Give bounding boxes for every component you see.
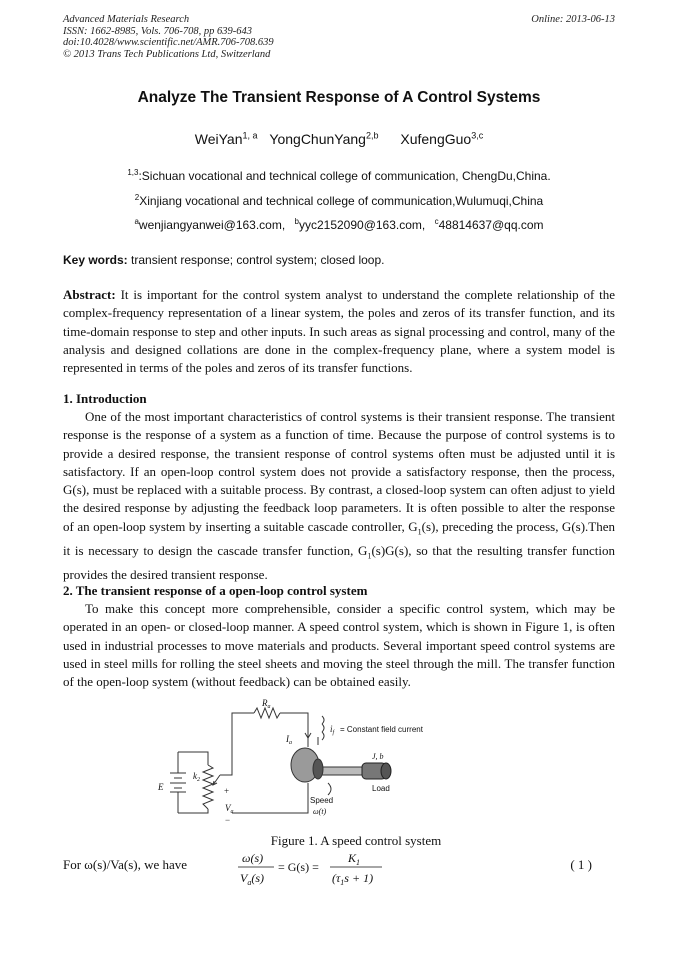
wire: [280, 713, 308, 747]
label-field-current: = Constant field current: [340, 725, 423, 734]
issn: ISSN: 1662-8985, Vols. 706-708, pp 639-643: [63, 25, 252, 37]
keywords-label: Key words:: [63, 253, 128, 267]
label-if: $i_f$: [330, 724, 335, 736]
copyright: © 2013 Trans Tech Publications Ltd, Switzerland: [63, 48, 271, 60]
affiliation: $^2$Xinjiang vocational and technical college of communication,Wulumuqi,China: [134, 193, 544, 208]
abstract-text: It is important for the control system analyst to understand the complete relationship of the complex-frequency representation of a linear system, the poles and zeros of its transfer function, and its time-domain response to step and other inputs. In such areas as signal processing and control, many of the analysis and designed collations are done in the complex-frequency plane, where a system model is represented in terms of the poles and zeros of its transfer functions.: [63, 287, 616, 376]
email-link[interactable]: $^c$48814637@qq.com: [434, 217, 544, 232]
label-ra: $R_a$: [262, 698, 271, 710]
label-speed: Speed: [310, 796, 334, 805]
wire: [220, 713, 254, 775]
label-plus: +: [224, 786, 230, 796]
section-heading: 1. Introduction: [63, 391, 147, 406]
email-link[interactable]: $^a$wenjiangyanwei@163.com,: [134, 217, 286, 232]
eq-lhs-numerator: ω(s): [242, 851, 264, 865]
field-coil: [322, 716, 324, 740]
label-load: Load: [372, 784, 390, 793]
label-ia: $I_a$: [286, 734, 292, 746]
online-date: Online: 2013-06-13: [531, 14, 615, 25]
label-minus: −: [225, 815, 231, 825]
abstract: [63, 286, 615, 377]
keywords-text: transient response; control system; closed loop.: [131, 253, 385, 267]
email-list: [0, 217, 678, 232]
equation-lead-text: For ω(s)/Va(s), we have: [63, 857, 188, 872]
potentiometer: [203, 765, 213, 809]
label-k2: $k_2$: [193, 771, 200, 783]
label-jb: J, b: [372, 752, 384, 761]
figure-caption: Figure 1. A speed control system: [270, 833, 442, 848]
section-paragraph: One of the most important characteristics of control systems is their transient response. The transient response is the response of a system as a function of time. Because the purpose of control systems is to provide a desired response, the transient response of control systems often must be adjusted until it is satisfactory. If an open-loop control system does not provide a satisfactory response, then the process, G(s), must be replaced with a suitable process. By contrast, a closed-loop system can often adjust to yield the desired response by adjusting the feedback loop parameters. It is often possible to alter the response of an open-loop system by inserting a suitable cascade controller, $G_1(s)$, preceding the process, G(s).Then it is necessary to design the cascade transfer function, $G_1(s)G(s)$, so that the resulting transfer function provides the desired transient response.: [63, 409, 616, 582]
abstract-label: Abstract:: [63, 287, 116, 302]
keywords: [63, 253, 615, 267]
section-paragraph: To make this concept more comprehensible, consider a specific control system, which may be operated in an open- or closed-loop manner. A speed control system, which is shown in Figure 1, is often used in industrial processes to move materials and products. Several important speed control systems are used in steel mills for rolling the steel sheets and moving the steel through the mill. The transfer function of the open-loop system (without feedback) can be obtained easily.: [63, 601, 615, 690]
section-heading: 2. The transient response of a open-loop control system: [63, 583, 368, 598]
shaft: [320, 767, 362, 775]
load-end: [381, 763, 391, 779]
eq-rhs-numerator: $K_1$: [348, 851, 361, 867]
label-e: E: [158, 782, 164, 792]
motor-face: [313, 759, 323, 779]
label-omega: ω(t): [313, 807, 327, 816]
author: YongChunYang$^{2,b}$: [269, 130, 379, 147]
eq-middle: = G(s) =: [278, 860, 319, 874]
paper-title: Analyze The Transient Response of A Control Systems: [137, 89, 541, 106]
equation-1: [236, 846, 386, 890]
wire: [232, 783, 308, 813]
doi: doi:10.4028/www.scientific.net/AMR.706-708.639: [63, 37, 274, 48]
affiliation: $^{1,3}$:Sichuan vocational and technical college of communication, ChengDu,China.: [127, 168, 551, 183]
email-link[interactable]: $^b$yyc2152090@163.com,: [294, 217, 426, 232]
label-va: $V_a$: [225, 803, 234, 815]
author: XufengGuo$^{3,c}$: [400, 130, 484, 147]
author: WeiYan$^{1, a}$: [194, 130, 258, 147]
journal-name: Advanced Materials Research: [63, 14, 190, 25]
speed-arrow: [328, 783, 331, 795]
speed-control-figure: [150, 697, 430, 827]
author-list: [0, 130, 678, 147]
equation-number: ( 1 ): [570, 857, 592, 872]
journal-header: [63, 14, 274, 60]
eq-rhs-denominator: $(\tau_1s + 1)$: [332, 871, 374, 887]
eq-lhs-denominator: $V_a(s)$: [240, 871, 265, 887]
